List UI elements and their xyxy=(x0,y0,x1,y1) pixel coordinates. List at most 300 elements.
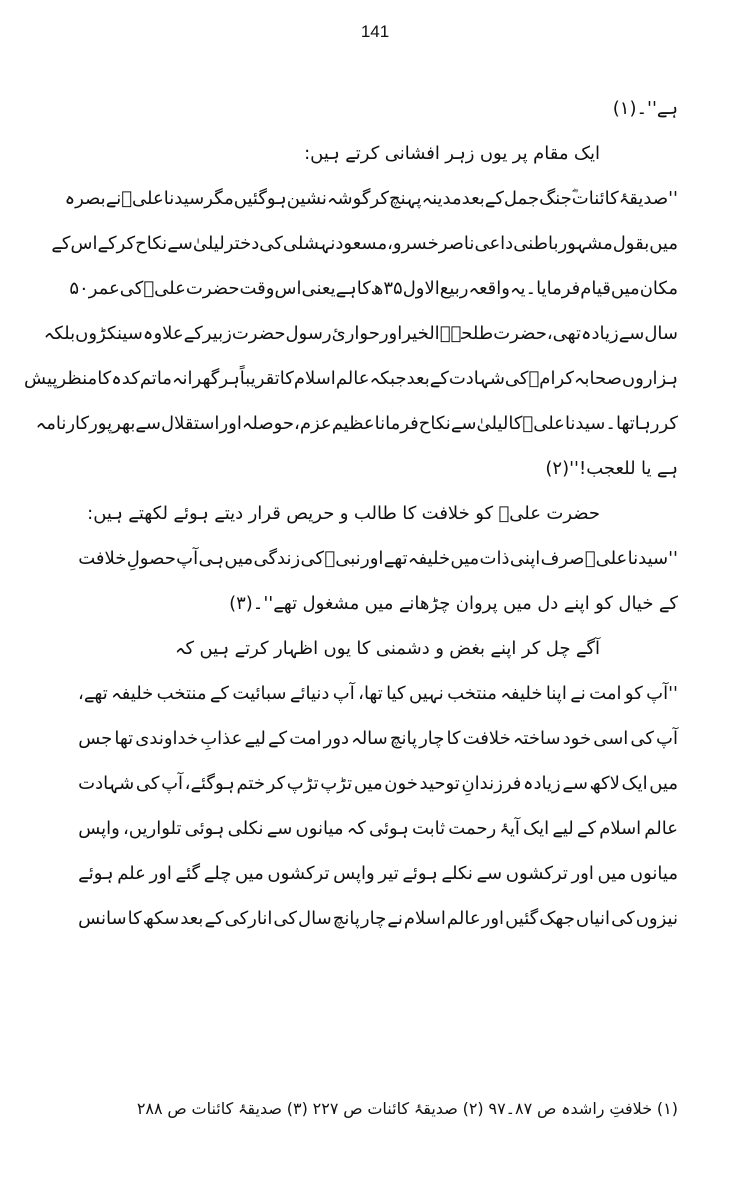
word: کے xyxy=(183,323,203,344)
word: کیا xyxy=(386,683,406,704)
text-line xyxy=(78,581,678,626)
word: کر xyxy=(659,413,678,434)
word: فرزندانِ xyxy=(461,773,522,794)
word: امت xyxy=(289,728,322,749)
word: نے xyxy=(105,188,122,209)
word: صدیقۂ xyxy=(413,1099,458,1118)
word: صدیقۂ xyxy=(238,1099,282,1118)
word: ہے''۔(۱) xyxy=(612,98,678,119)
word: کا xyxy=(127,908,142,929)
word: خلافت xyxy=(462,728,511,749)
text-line xyxy=(78,896,678,941)
word: راشدہ xyxy=(561,1099,605,1118)
word: کرامؓ xyxy=(528,368,574,389)
word: اس xyxy=(70,233,98,254)
word: نہیں xyxy=(409,683,444,704)
word: سے xyxy=(266,818,293,839)
word: سینکڑوں xyxy=(75,323,143,344)
word: نکلے xyxy=(441,863,473,884)
text-line xyxy=(64,176,678,221)
word: ''سیدنا xyxy=(627,548,678,569)
word: زندگی xyxy=(253,548,301,569)
word: و xyxy=(339,503,349,524)
word: حضرت xyxy=(546,503,600,524)
word: سبائیت xyxy=(232,683,287,704)
word: یہ xyxy=(509,278,526,299)
word: علیؓ xyxy=(522,413,565,434)
word: حریص xyxy=(286,503,335,524)
word: اپنے xyxy=(563,593,590,614)
word: اور xyxy=(149,863,172,884)
word: کی xyxy=(611,908,635,929)
word: فرمانا xyxy=(374,413,419,434)
word: ایک xyxy=(523,818,550,839)
word: علیؓ xyxy=(498,503,541,524)
word: میں xyxy=(649,233,678,254)
word: کے xyxy=(576,818,597,839)
word: لاکھ xyxy=(589,773,620,794)
word: کہ xyxy=(174,638,195,659)
word: عمر xyxy=(88,278,120,299)
word: ہوگئے، xyxy=(184,773,235,794)
word: پانچ xyxy=(332,908,360,929)
word: مشغول xyxy=(302,593,360,614)
word: ہوگئیں xyxy=(233,188,287,209)
word: حضرت xyxy=(493,323,547,344)
text-line xyxy=(78,806,678,851)
word: کدہ xyxy=(111,368,140,389)
word: بعد xyxy=(406,368,430,389)
word: نہشلی xyxy=(282,233,336,254)
word: کی xyxy=(504,368,529,389)
word: اپنی xyxy=(509,548,541,569)
word: مدینہ xyxy=(421,188,462,209)
word: نبیؐ xyxy=(324,548,361,569)
word: ثابت xyxy=(411,818,446,839)
word: پر xyxy=(512,143,528,164)
word: دل xyxy=(537,593,559,614)
word: میں xyxy=(649,773,678,794)
word: میں xyxy=(353,773,383,794)
word: ۲۲۷ xyxy=(312,1099,339,1118)
word: انارکی xyxy=(224,908,273,929)
word: سے xyxy=(618,323,645,344)
word: کرتے xyxy=(234,638,269,659)
word: کے xyxy=(97,233,117,254)
word: پیش xyxy=(24,368,58,389)
word: کرتے xyxy=(345,143,380,164)
word: خلیفہ xyxy=(500,683,543,704)
word: سے xyxy=(562,773,588,794)
word: ''آپ xyxy=(646,683,678,704)
text-line xyxy=(78,626,678,671)
word: کا xyxy=(402,503,417,524)
word: داعی xyxy=(474,233,514,254)
word: افشانی xyxy=(384,143,440,164)
word: رسول xyxy=(285,323,332,344)
word: عالم xyxy=(644,818,678,839)
word: اور xyxy=(219,413,242,434)
word: مقام xyxy=(533,143,569,164)
word: الخیر xyxy=(402,323,440,344)
word: کی xyxy=(273,908,297,929)
word: کے xyxy=(204,908,224,929)
word: سے xyxy=(450,413,477,434)
word: خود xyxy=(562,728,592,749)
word: سے xyxy=(167,233,193,254)
word: نکلی xyxy=(227,818,264,839)
word: انیاں xyxy=(575,908,611,929)
word: جس xyxy=(78,728,113,749)
word: ہیں: xyxy=(87,503,123,524)
word: صحابہ xyxy=(573,368,622,389)
word: تھا، xyxy=(358,683,383,704)
text-line xyxy=(78,446,678,491)
word: میانوں xyxy=(629,863,678,884)
word: رحمت xyxy=(448,818,497,839)
word: ہر xyxy=(219,368,240,389)
word: میں xyxy=(364,593,394,614)
word: (۲) xyxy=(462,1099,484,1118)
word: حصولِ xyxy=(126,548,176,569)
word: آپ xyxy=(332,683,355,704)
body-text xyxy=(24,86,678,941)
word: حوصلہ xyxy=(241,413,295,434)
word: امت xyxy=(589,683,622,704)
word: جھک xyxy=(539,908,575,929)
word: اسی xyxy=(593,728,629,749)
word: لکھتے xyxy=(128,503,168,524)
word: نے xyxy=(570,683,586,704)
word: تھا۔ xyxy=(605,413,635,434)
word: ہیں xyxy=(199,638,230,659)
word: تڑپ xyxy=(320,773,353,794)
word: شہادت xyxy=(448,368,505,389)
word: نیزوں xyxy=(635,908,678,929)
word: آیۂ xyxy=(499,818,520,839)
word: مسعود xyxy=(335,233,388,254)
word: ۵۰ xyxy=(69,278,89,299)
word: ہوئے xyxy=(173,503,209,524)
word: تھے xyxy=(383,548,408,569)
word: نے xyxy=(387,908,403,929)
word: آپ xyxy=(176,548,199,569)
word: خسرو، xyxy=(387,233,439,254)
text-line xyxy=(78,716,678,761)
word: ترکشوں xyxy=(267,863,330,884)
word: کا xyxy=(508,413,523,434)
word: کے xyxy=(209,683,229,704)
word: میں xyxy=(234,863,264,884)
word: مشہور xyxy=(558,233,613,254)
word: کا xyxy=(97,368,112,389)
word: اور xyxy=(481,908,505,929)
word: اظہار xyxy=(274,638,319,659)
word: کر xyxy=(116,233,136,254)
word: ایک xyxy=(573,143,600,164)
word: زیادہ xyxy=(522,773,561,794)
word: عالم xyxy=(446,908,481,929)
word: لیلیٰ xyxy=(476,413,509,434)
word: کائنات xyxy=(571,188,619,209)
word: علیؓ xyxy=(121,188,164,209)
word: سانس xyxy=(78,908,127,929)
text-line xyxy=(24,356,678,401)
word: ہی xyxy=(198,548,225,569)
word: بعد xyxy=(461,188,485,209)
word: عذابِ xyxy=(200,728,243,749)
text-line xyxy=(78,86,678,131)
word: تلواریں، xyxy=(123,818,182,839)
word: جنگ xyxy=(539,188,572,209)
word: تھے، xyxy=(78,683,108,704)
word: کہ xyxy=(346,818,366,839)
word: خلیفہ xyxy=(407,548,451,569)
word: ص xyxy=(343,1099,363,1118)
word: چار xyxy=(360,908,387,929)
word: لیلیٰ xyxy=(192,233,225,254)
word: خلیفہ xyxy=(111,683,154,704)
word: ترکشوں xyxy=(505,863,568,884)
word: سے xyxy=(135,413,161,434)
word: اور xyxy=(571,863,594,884)
word: اس xyxy=(274,278,302,299)
word: استقلال xyxy=(160,413,220,434)
word: آگے xyxy=(575,638,600,659)
word: علیؓ xyxy=(584,548,628,569)
text-line xyxy=(78,671,678,716)
word: واپس xyxy=(333,863,375,884)
word: مکان xyxy=(639,278,678,299)
word: منتخب xyxy=(447,683,497,704)
word: کے xyxy=(658,593,678,614)
text-line xyxy=(51,221,678,266)
word: و xyxy=(435,638,444,659)
word: تقریباً xyxy=(239,368,280,389)
word: کی xyxy=(259,233,283,254)
word: پہنچ xyxy=(388,188,422,209)
word: کر xyxy=(266,773,286,794)
word: تڑپ xyxy=(286,773,319,794)
word: دور xyxy=(323,728,350,749)
word: ناصر xyxy=(438,233,475,254)
word: آپ xyxy=(656,728,678,749)
word: سال xyxy=(644,323,678,344)
footnotes xyxy=(80,1086,678,1131)
word: بصرہ xyxy=(64,188,106,209)
word: سیدنا xyxy=(163,188,205,209)
word: اور xyxy=(379,323,403,344)
word: رہا xyxy=(634,413,660,434)
word: ذات xyxy=(479,548,510,569)
word: گئیں xyxy=(505,908,539,929)
word: مگر xyxy=(204,188,234,209)
word: ہیں: xyxy=(304,143,340,164)
word: کے xyxy=(484,188,504,209)
word: بلکہ xyxy=(43,323,76,344)
text-line xyxy=(43,311,678,356)
word: کی xyxy=(300,548,325,569)
word: للعجب!''(۲) xyxy=(545,458,636,479)
word: اسلام xyxy=(599,818,642,839)
word: ربیع xyxy=(439,278,469,299)
word: سکھ xyxy=(142,908,180,929)
word: میں xyxy=(450,548,480,569)
word: فرمایا۔ xyxy=(525,278,581,299)
word: نکاح xyxy=(418,413,451,434)
word: قرار xyxy=(248,503,281,524)
word: کا xyxy=(446,728,461,749)
word: آپ xyxy=(161,773,184,794)
word: میں xyxy=(597,863,627,884)
word: ہوئے xyxy=(78,863,114,884)
word: حضرت xyxy=(185,278,240,299)
word: پروان xyxy=(455,593,498,614)
word: صرف xyxy=(540,548,585,569)
word: اسلام xyxy=(293,368,336,389)
word: زبیر xyxy=(202,323,232,344)
word: خلافت xyxy=(421,503,470,524)
page-number: 141 xyxy=(360,22,390,41)
text-line xyxy=(78,761,678,806)
word: کی xyxy=(630,728,654,749)
word: واقعہ xyxy=(468,278,510,299)
word: ص xyxy=(167,1099,187,1118)
word: ساختہ xyxy=(512,728,561,749)
word: کو xyxy=(624,683,643,704)
word: خیال xyxy=(618,593,654,614)
word: کی xyxy=(119,278,144,299)
word: ہوئی xyxy=(184,818,225,839)
word: کا xyxy=(356,278,371,299)
word: عظیم xyxy=(331,413,375,434)
word: یوں xyxy=(323,638,351,659)
word: خلافت xyxy=(78,548,127,569)
word: گھرانہ xyxy=(171,368,220,389)
word: (۳) xyxy=(286,1099,308,1118)
word: کو xyxy=(595,593,613,614)
word: زہر xyxy=(445,143,475,164)
word: چار xyxy=(419,728,445,749)
word: میں xyxy=(503,593,532,614)
word: ''صدیقۂ xyxy=(618,188,678,209)
word: زیادہ xyxy=(580,323,619,344)
text-line xyxy=(78,536,678,581)
word: ۳۵ھ xyxy=(370,278,403,299)
word: شہادت xyxy=(78,773,135,794)
word: ختم xyxy=(236,773,266,794)
word: ۸۷۔۹۷ xyxy=(488,1099,533,1118)
word: کی xyxy=(135,773,160,794)
word: ہوئے xyxy=(402,863,438,884)
word: الاول xyxy=(402,278,440,299)
word: لیے xyxy=(552,818,574,839)
word: کر xyxy=(370,188,389,209)
word: دشمنی xyxy=(375,638,430,659)
word: علاوہ xyxy=(142,323,184,344)
word: کے xyxy=(268,728,288,749)
word: یا xyxy=(641,458,652,479)
word: طالب xyxy=(353,503,397,524)
word: تھے''۔(۳) xyxy=(229,593,298,614)
text-line xyxy=(78,851,678,896)
word: کے xyxy=(429,368,449,389)
word: اپنے xyxy=(490,638,517,659)
word: گئے xyxy=(175,863,201,884)
word: بعد xyxy=(180,908,204,929)
word: قیام xyxy=(580,278,611,299)
word: ہوئی xyxy=(368,818,409,839)
word: دنیائے xyxy=(289,683,330,704)
word: تیر xyxy=(378,863,399,884)
word: بھرپور xyxy=(89,413,136,434)
word: وقت xyxy=(239,278,275,299)
word: منظر xyxy=(57,368,98,389)
word: عالم xyxy=(335,368,370,389)
word: چل xyxy=(545,638,571,659)
word: کے xyxy=(51,233,71,254)
word: خداوندی xyxy=(135,728,199,749)
word: ہے xyxy=(335,278,357,299)
word: دیتے xyxy=(214,503,244,524)
word: واپس xyxy=(78,818,120,839)
word: پانچ xyxy=(389,728,417,749)
word: کائنات xyxy=(367,1099,410,1118)
word: کائنات xyxy=(191,1099,234,1118)
word: حواریٔ xyxy=(331,323,380,344)
word: چڑھانے xyxy=(398,593,451,614)
word: علم xyxy=(117,863,146,884)
word: گوشہ xyxy=(326,188,371,209)
text-line xyxy=(35,401,678,446)
word: ہے xyxy=(656,458,678,479)
word: بغض xyxy=(449,638,486,659)
word: کا xyxy=(356,638,371,659)
word: تھا xyxy=(114,728,134,749)
text-line xyxy=(78,131,678,176)
word: ص xyxy=(537,1099,557,1118)
text-line xyxy=(78,491,678,536)
word: اور xyxy=(361,548,384,569)
word: اپنا xyxy=(545,683,567,704)
word: نکاح xyxy=(135,233,168,254)
word: کر xyxy=(521,638,541,659)
word: ۲۸۸ xyxy=(136,1099,163,1118)
word: میں xyxy=(224,548,254,569)
word: سیدنا xyxy=(564,413,606,434)
word: منتخب xyxy=(156,683,207,704)
word: سال xyxy=(298,908,332,929)
word: جبکہ xyxy=(369,368,407,389)
word: لیے xyxy=(244,728,266,749)
word: تھی، xyxy=(546,323,581,344)
word: جمل xyxy=(503,188,540,209)
word: (۱) xyxy=(656,1099,678,1118)
word: دختر xyxy=(224,233,260,254)
word: چلے xyxy=(203,863,232,884)
word: سالہ xyxy=(351,728,388,749)
word: ایک xyxy=(621,773,648,794)
word: سے xyxy=(476,863,503,884)
word: اسلام xyxy=(403,908,446,929)
word: کارنامہ xyxy=(35,413,90,434)
word: علیؓ xyxy=(143,278,186,299)
word: میں xyxy=(610,278,640,299)
text-line xyxy=(69,266,678,311)
word: کو xyxy=(475,503,494,524)
word: حضرت xyxy=(231,323,286,344)
word: ہزاروں xyxy=(621,368,678,389)
